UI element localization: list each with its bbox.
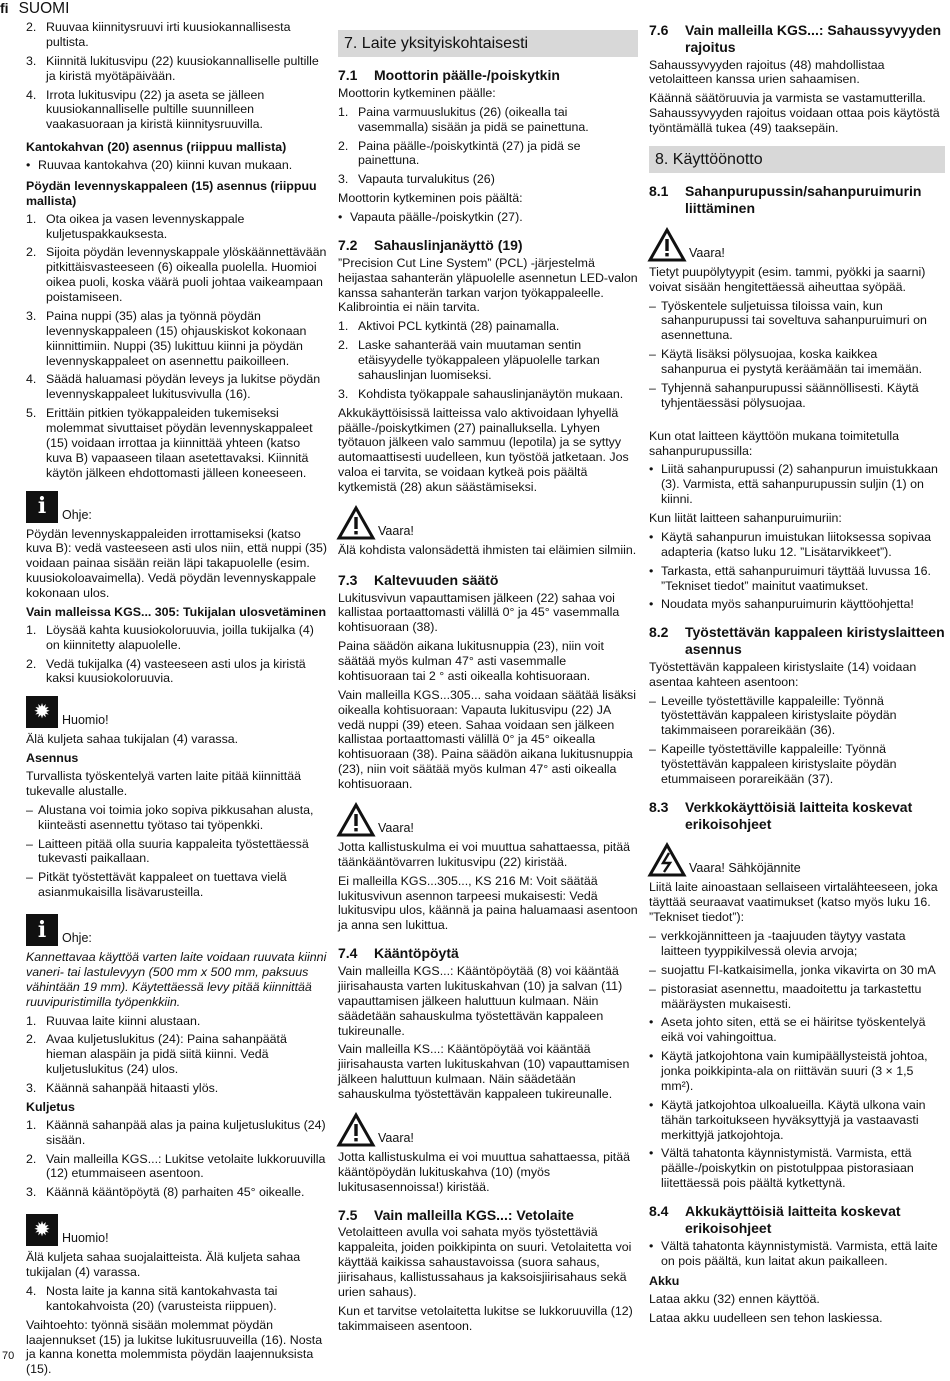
dash-item: – pistorasiat asennettu, maadoitettu ja tarkastettu määräysten mukaisesti. [649, 982, 945, 1012]
warning-box: Vaara! Sähköjännite [649, 844, 945, 876]
list-item: 4. Irrota lukitusvipu (22) ja aseta se jälleen kuusiokannalliselle pultille suunnilleen vaakasuoraan ja kiristä kiinnitysruuvilla. [26, 87, 265, 132]
list-item: 4. Säädä haluamasi pöydän leveys ja lukitse pöydän levennyskappaleet lukitusvivulla (16). [26, 372, 321, 402]
paragraph: Vain malleilla KGS...: Kääntöpöytää (8) voi kääntää jiirisahausta varten lukituskahvan (10) ja salvan (11) vapauttamisen jälkeen haluttuun kulmaan. Näin säädetään sahauskulma työstettävän kappaleen tukireunalle. [338, 964, 623, 1038]
info-icon: i [26, 491, 58, 523]
caution-text: Älä kuljeta sahaa tukijalan (4) varassa. [26, 732, 239, 747]
paragraph: Akkukäyttöisissä laitteissa valo aktivoidaan lyhyellä päälle-/poiskytkimen (27) painalluksella. Lyhyen työtauon jälkeen valo sammuu (lepotila) ja se syttyy automaattisesti uudelleen, kun työstöä jatketaan. Jos valoa ei tarvita, se voidaan kytkeä pois päältä kytkemistä (28) akun säästämiseksi. [338, 405, 629, 495]
bullet-item: • Käytä jatkojohtona vain kumipäällysteistä johtoa, jonka poikkipinta-ala on riittävän suuri (3 × 1,5 mm²). [649, 1049, 945, 1094]
subsection-heading: 8.1 Sahanpurupussin/sahanpuruimurin liittäminen [649, 183, 922, 216]
dash-item: – Laitteen pitää olla suuria kappaleita työstettäessä tukevasti paikallaan. [26, 837, 328, 867]
list-item: 2. Laske sahanterää vain muutaman sentin etäisyydelle työkappaleen yläpuolelle tarkan sahauslinjan luomiseksi. [338, 338, 600, 382]
dash-item: – verkkojännitteen ja -taajuuden täytyy vastata laitteen tyyppikilvessä olevia arvoja; [649, 929, 945, 959]
caution-box: ✹ Huomio! [26, 696, 328, 728]
page-header [0, 0, 69, 19]
paragraph: Vaihtoehto: työnnä sisään molemmat pöydän laajennukset (15) ja lukitse lukitusruuveilla (16). Nosta ja kanna konetta molemmista pöydän laajennuksista (15). [26, 1317, 323, 1377]
subsection-heading: 8.3 Verkkokäyttöisiä laitteita koskevat erikoisohjeet [649, 798, 913, 832]
warning-icon [338, 804, 374, 836]
dash-item: – Alustana voi toimia joko sopiva pikkusahan alusta, kiinteästi asennettu työtaso tai työpenkki. [26, 803, 328, 833]
list-item: 2. Vedä tukijalka (4) vasteeseen asti ulos ja kiristä kaksi kuusiokoloruuvia. [26, 656, 306, 686]
bullet-item: • Aseta johto siten, että se ei häiritse työskentelyä eikä voi vahingoittua. [649, 1015, 945, 1045]
dash-item: – Tyhjennä sahanpurupussi säännöllisesti. Käytä tyhjentäessäsi pölysuojaa. [649, 381, 945, 411]
bullet-item: • Vapauta päälle-/poiskytkin (27). [338, 210, 638, 225]
subsection-heading: 8.4 Akkukäyttöisiä laitteita koskevat erikoisohjeet [649, 1203, 901, 1236]
paragraph: Lataa akku uudelleen sen tehon laskiessa. [649, 1311, 883, 1326]
paragraph: Kun liität laitteen sahanpuruimuriin: [649, 511, 842, 525]
paragraph: Vetolaitteen avulla voi sahata myös työstettäviä kappaleita, joiden poikkipinta on suuri. Vetolaitetta voi käyttää kaikissa sahaustavoissa (suora sahaus, jiirisahaus, kallistussahaus ja kaksoisjiirisahaus sekä urien sahaus). [338, 1225, 632, 1299]
warning-text: Tietyt puupölytyypit (esim. tammi, pyökki ja saarni) voivat sisään hengitettäessä aiheuttaa syöpää. [649, 264, 926, 294]
warning-text: Älä kohdista valonsädettä ihmisten tai eläimien silmiin. [338, 542, 637, 557]
paragraph: Turvallista työskentelyä varten laite pitää kiinnittää tukevalle alustalle. [26, 769, 302, 798]
heading-transport: Kuljetus [26, 1099, 75, 1114]
list-item: 5. Erittäin pitkien työkappaleiden tukemiseksi molemmat sivuttaiset pöydän levennyskappaleet (15) voidaan irrottaa ja kiinnittää yhteen (katso kuva B) vapaaseen tilaan asetettavaksi. Kiinnitä käytön jälkeen ehdottomasti jälleen koneeseen. [26, 406, 313, 480]
list-item: 1. Ota oikea ja vasen levennyskappale kuljetuspakkauksesta. [26, 211, 245, 241]
warning-box: Vaara! [338, 804, 638, 836]
paragraph: Moottorin kytkeminen pois päältä: [338, 191, 523, 206]
page-number: 70 [2, 1350, 15, 1362]
paragraph: Työstettävän kappaleen kiristyslaite (14) voidaan asentaa kahteen asentoon: [649, 659, 917, 689]
warning-box: Vaara! [649, 229, 945, 261]
electric-shock-icon [649, 844, 685, 876]
heading-carry-handle: Kantokahvan (20) asennus (riippuu mallista) [26, 140, 287, 155]
heading-assembly: Asennus [26, 751, 79, 766]
note-text: Pöydän levennyskappaleiden irrottamiseksi (katso kuva B): vedä vasteeseen asti ulos niin, että nuppi (35) voidaan painaa sisään reiän läpi takapuolelle (esim. kuusiokoloavaimella). Vedä pöydän levennyskappale kokonaan ulos. [26, 526, 327, 600]
dash-item: – Työskentele suljetuissa tiloissa vain, kun sahanpurupussi tai soveltuva sahanpuruimuri on asennettuna. [649, 299, 945, 344]
list-item: 2. Ruuvaa kiinnitysruuvi irti kuusiokannallisesta pultista. [26, 20, 291, 49]
paragraph: Paina säädön aikana lukitusnuppia (23), niin voit säätää myös kulman 47° asti vasemmalle kohtisuoraan tai 2 ° asti oikealla kohtisuoraan. [338, 639, 604, 683]
bullet-item: • Vältä tahatonta käynnistymistä. Varmista, että laite on pois päältä, kun laitat akun paikalleen. [649, 1239, 945, 1269]
list-item: 1. Löysää kahta kuusiokoloruuvia, joilla tukijalka (4) on kiinnitetty alapuolelle. [26, 622, 314, 652]
language-code: fi [0, 0, 9, 16]
list-item: 2. Sijoita pöydän levennyskappale ylöskäännettävään pitkittäisvasteeseen (6) oikealla puolella. Huomioi oikea puoli, koska väärä puoli johtaa vaikeampaan poistamiseen. [26, 245, 327, 304]
caution-box: ✹ Huomio! [26, 1214, 328, 1246]
section-heading-8: 8. Käyttöönotto [649, 146, 945, 173]
list-item: 3. Kiinnitä lukitusvipu (22) kuusiokannalliselle pultille ja kiristä myötäpäivään. [26, 53, 319, 83]
paragraph: Kun et tarvitse vetolaitetta lukitse se lukkoruuvilla (12) takimmaiseen asentoon. [338, 1303, 633, 1333]
paragraph: Lukitusvivun vapauttamisen jälkeen (22) sahaa voi kallistaa portaattomasti välillä 0° ja 45° vasemmalla kohtisuoraan (38). [338, 590, 620, 635]
subsection-heading: 7.2 Sahauslinjanäyttö (19) [338, 236, 523, 253]
warning-icon [338, 1114, 374, 1146]
dash-item: – suojattu FI-katkaisimella, jonka vikavirta on 30 mA [649, 963, 945, 978]
list-item: 2. Paina päälle-/poiskytkintä (27) ja pidä se painettuna. [338, 138, 581, 168]
paragraph: Liitä laite ainoastaan sellaiseen virtalähteeseen, joka täyttää seuraavat vaatimukset (katso myös luku 16. ”Tekniset tiedot”): [649, 880, 938, 925]
warning-icon [649, 229, 685, 261]
note-box: i Ohje: [26, 491, 328, 523]
list-item: 1. Paina varmuuslukitus (26) (oikealla tai vasemmalla) sisään ja pidä se painettuna. [338, 104, 589, 134]
bullet-item: • Tarkasta, että sahanpuruimuri täyttää luvussa 16. ”Tekniset tiedot” mainitut vaatimukset. [649, 564, 945, 594]
paragraph: Kun otat laitteen käyttöön mukana toimitetulla sahanpurupussilla: [649, 428, 900, 458]
warning-text: Jotta kallistuskulma ei voi muuttua sahattaessa, pitää kääntöpöydän lukituskahva (10) (myös lukitusasennoissa!) kiristää. [338, 1149, 631, 1194]
list-item: 1. Käännä sahanpää alas ja paina kuljetuslukitus (24) sisään. [26, 1117, 326, 1147]
bullet-item: • Noudata myös sahanpuruimurin käyttöohjetta! [649, 597, 945, 612]
list-item: 2. Avaa kuljetuslukitus (24): Paina sahanpäätä hieman alaspäin ja pidä siitä kiinni. Vedä kuljetuslukitus (24) ulos. [26, 1032, 287, 1077]
column-right [649, 22, 945, 1330]
list-item: 2. Vain malleilla KGS...: Lukitse vetolaite lukkoruuvilla (12) etummaiseen asentoon. [26, 1151, 326, 1181]
subsection-heading: 7.6 Vain malleilla KGS...: Sahaussyvyyden rajoitus [649, 22, 942, 55]
dash-item: – Käytä lisäksi pölysuojaa, koska kaikkea sahanpurua ei pystytä keräämään tai imemään. [649, 347, 945, 377]
language-name: SUOMI [18, 0, 70, 17]
list-item: 3. Käännä kääntöpöytä (8) parhaiten 45° oikealle. [26, 1185, 305, 1200]
heading-table-extension: Pöydän levennyskappaleen (15) asennus (riippuu mallista) [26, 178, 317, 208]
paragraph: ”Precision Cut Line System” (PCL) -järjestelmä heijastaa sahanterän yläpuolelle asennetun LED-valon kanssa sahanterän tarkan varjon työkappaleelle. Kalibrointia ei näin tarvita. [338, 255, 638, 315]
list-item: 3. Käännä sahanpää hitaasti ylös. [26, 1081, 219, 1095]
subsection-heading: 7.1 Moottorin päälle-/poiskytkin [338, 67, 560, 84]
dash-item: – Leveille työstettäville kappaleille: Työnnä työstettävän kappaleen kiristyslaite pöydän takimmaiseen porareikään (36). [649, 694, 945, 739]
bullet-item: • Vältä tahatonta käynnistymistä. Varmista, että päälle-/poiskytkin on pistotulppaa pistorasiaan liitettäessä pois päältä kytkettynä. [649, 1146, 945, 1191]
warning-box: Vaara! [338, 1114, 638, 1146]
info-icon: i [26, 914, 58, 946]
dash-item: – Pitkät työstettävät kappaleet on tuettava vielä asianmukaisilla lisävarusteilla. [26, 870, 328, 900]
bullet-item: • Käytä jatkojohtoa ulkoalueilla. Käytä ulkona vain tähän tarkoitukseen hyväksyttyjä ja vastaavasti merkittyjä jatkojohtoja. [649, 1098, 945, 1143]
caution-text: Älä kuljeta sahaa suojalaitteista. Älä kuljeta sahaa tukijalan (4) varassa. [26, 1250, 301, 1279]
column-left [26, 20, 328, 1381]
warning-icon [338, 507, 374, 539]
paragraph: Vain malleilla KS...: Kääntöpöytää voi kääntää jiirisahausta varten lukituskahvan (10) vapauttamisen jälkeen haluttuun kulmaan. Näin säädetään sahauskulma työstettävän kappaleen tukireunalle. [338, 1042, 630, 1101]
list-item: 3. Kohdista työkappale sahauslinjanäytön mukaan. [338, 386, 624, 401]
list-item: 3. Vapauta turvalukitus (26) [338, 172, 495, 187]
subsection-heading: 7.5 Vain malleilla KGS...: Vetolaite [338, 1206, 574, 1223]
heading-support-leg: Vain malleissa KGS... 305: Tukijalan ulosvetäminen [26, 604, 327, 619]
paragraph: Lataa akku (32) ennen käyttöä. [649, 1292, 820, 1307]
paragraph: Vain malleilla KGS...305... saha voidaan säätää lisäksi oikealla kohtisuoraan: Vapauta lukitusvipu (22) JA vedä nuppi (39) eteen. Sahaa voidaan sen jälkeen kallistaa portaattomasti välillä 0° ja 45° oikealla kohtisuoraan (38). Paina säädön aikana lukitusnuppia (23), niin voit säätää myös kulman 47° asti oikealla kohtisuoraan. [338, 687, 636, 792]
bullet-item: • Liitä sahanpurupussi (2) sahanpurun imuistukkaan (3). Varmista, että sahanpurupussin suljin (1) on kiinni. [649, 462, 945, 507]
caution-icon: ✹ [26, 696, 58, 728]
paragraph: Ei malleilla KGS...305..., KS 216 M: Voit säätää lukitusvivun asennon tarpeesi mukaisesti: Vedä lukitusvipu ulos, käännä ja paina haluamaasi asentoon ja anna sen lukittua. [338, 873, 638, 933]
paragraph: Moottorin kytkeminen päälle: [338, 85, 496, 100]
list-item: 3. Paina nuppi (35) alas ja työnnä pöydän levennyskappaleen (15) ohjauskiskot kokonaan kiinnittimiin. Nuppi (35) lukittuu kiinni ja pöydän levennyskappaleet on asennettu paikoilleen. [26, 308, 307, 368]
caution-icon: ✹ [26, 1214, 58, 1246]
warning-box: Vaara! [338, 507, 638, 539]
section-heading-7: 7. Laite yksityiskohtaisesti [338, 30, 638, 57]
column-middle [338, 30, 638, 1337]
paragraph: Sahaussyvyyden rajoitus (48) mahdollistaa vetolaitteen kanssa urien sahaamisen. [649, 57, 885, 87]
heading-battery: Akku [649, 1274, 680, 1289]
warning-text: Jotta kallistuskulma ei voi muuttua sahattaessa, pitää täänkääntövarren lukitusvipu (22) kiristää. [338, 839, 631, 869]
paragraph: Käännä säätöruuvia ja varmista se vastamutterilla. Sahaussyvyyden rajoitus voidaan ottaa pois käytöstä työntämällä tukea (49) taaksepäin. [649, 91, 940, 136]
subsection-heading: 7.4 Kääntöpöytä [338, 945, 459, 962]
subsection-heading: 7.3 Kaltevuuden säätö [338, 571, 499, 588]
list-item: 1. Ruuvaa laite kiinni alustaan. [26, 1013, 201, 1028]
list-item: 1. Aktivoi PCL kytkintä (28) painamalla. [338, 319, 560, 334]
bullet-item: • Ruuvaa kantokahva (20) kiinni kuvan mukaan. [26, 158, 328, 173]
note-text: Kannettavaa käyttöä varten laite voidaan ruuvata kiinni vaneri- tai lastulevyyn (500 mm x 500 mm, paksuus vähintään 19 mm). Käytettäessä levy pitää kiinnittää ruuvipuristimilla työpenkkiin. [26, 950, 327, 1009]
note-box: i Ohje: [26, 914, 328, 946]
list-item: 4. Nosta laite ja kanna sitä kantokahvasta tai kantokahvoista (20) (varusteista riippuen). [26, 1283, 278, 1313]
dash-item: – Kapeille työstettäville kappaleille: Työnnä työstettävän kappaleen kiristyslaite pöydän etummaiseen porareikään (37). [649, 742, 945, 787]
subsection-heading: 8.2 Työstettävän kappaleen kiristyslaitteen asennus [649, 624, 945, 658]
bullet-item: • Käytä sahanpurun imuistukan liitoksessa sopivaa adapteria (katso luku 12. ”Lisätarvikkeet”). [649, 530, 945, 560]
